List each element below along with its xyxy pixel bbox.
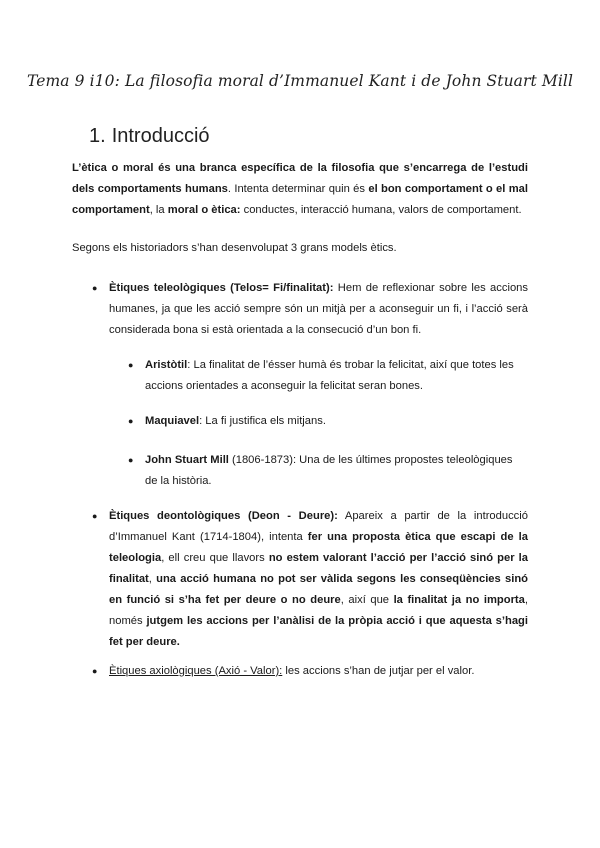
axiological-text: les accions s’han de jutjar per el valor. (282, 665, 475, 677)
intro-paragraph (72, 158, 528, 221)
bullet-icon: ● (128, 416, 134, 426)
deontological-text: , així que (340, 594, 394, 606)
deontological-bold: jutgem les accions per l’anàlisi de la pròpia acció i que aquesta s’hagi fet per deure. (109, 615, 529, 648)
aristotle-name: Aristòtil (145, 359, 188, 371)
deontological-bold: no estem valorant l’acció per l’acció sinó per la finalitat (109, 552, 528, 585)
intro-text: . Intenta determinar quin és (227, 183, 369, 195)
deontological-text: Apareix a partir de la introducció d’Immanuel Kant (1714-1804), intenta (109, 510, 528, 543)
deontological-text: , ell creu que llavors (161, 552, 269, 564)
deontological-bold: una acció humana no pot ser vàlida segons les conseqüències sinó en funció si s’ha fet per deure o no deure (109, 573, 528, 606)
list-item-teleological (92, 278, 528, 341)
bullet-icon: ● (128, 360, 134, 370)
list-item-mill (128, 450, 528, 492)
intro-definition: L’ètica o moral és una branca específica de la filosofia que s’encarrega de l’estudi dels comportaments humans (72, 162, 528, 195)
deontological-bold: fer una proposta ètica que escapi de la teleologia (109, 531, 528, 564)
bullet-icon: ● (92, 283, 98, 293)
list-item-axiological (92, 661, 528, 682)
teleological-label: Ètiques teleològiques (Telos= Fi/finalitat): (109, 282, 334, 294)
aristotle-text: : La finalitat de l’ésser humà és trobar la felicitat, així que totes les accions orientades a aconseguir la felicitat seran bones. (145, 359, 514, 392)
deontological-bold: la finalitat ja no importa (393, 594, 525, 606)
models-intro: Segons els historiadors s’han desenvolupat 3 grans models ètics. (72, 242, 397, 254)
axiological-label: Ètiques axiològiques (Axió - Valor): (109, 665, 283, 677)
document-title: Tema 9 i10: La filosofia moral d’Immanuel Kant i de John Stuart Mill (26, 72, 574, 90)
bullet-icon: ● (128, 455, 134, 465)
deontological-label: Ètiques deontològiques (Deon - Deure): (109, 510, 338, 522)
section-heading-text: Introducció (111, 125, 210, 147)
bullet-icon: ● (92, 511, 98, 521)
deontological-text: , (148, 573, 157, 585)
section-number: 1. (89, 125, 106, 147)
bullet-icon: ● (92, 666, 98, 676)
machiavelli-text: : La fi justifica els mitjans. (199, 415, 326, 427)
intro-text-3: conductes, interacció humana, valors de comportament. (240, 204, 522, 216)
mill-text: (1806-1873): Una de les últimes propostes teleològiques de la història. (145, 454, 513, 487)
intro-moral: moral o ètica: (167, 204, 241, 216)
mill-name: John Stuart Mill (145, 454, 229, 466)
list-item-deontological (92, 506, 529, 653)
list-item-machiavelli (128, 411, 528, 432)
machiavelli-name: Maquiavel (145, 415, 200, 427)
intro-good-bad: el bon comportament o el mal comportament (72, 183, 529, 216)
deontological-text: , només (109, 594, 528, 627)
teleological-text: Hem de reflexionar sobre les accions humanes, ja que les acció sempre són un mitjà per a aconseguir un fi, i l’acció serà considerada bona si està orientada a la consecució d’un bon fi. (109, 282, 528, 336)
intro-text-2: , la (149, 204, 168, 216)
list-item-aristotle (128, 355, 528, 397)
section-heading (89, 125, 210, 148)
